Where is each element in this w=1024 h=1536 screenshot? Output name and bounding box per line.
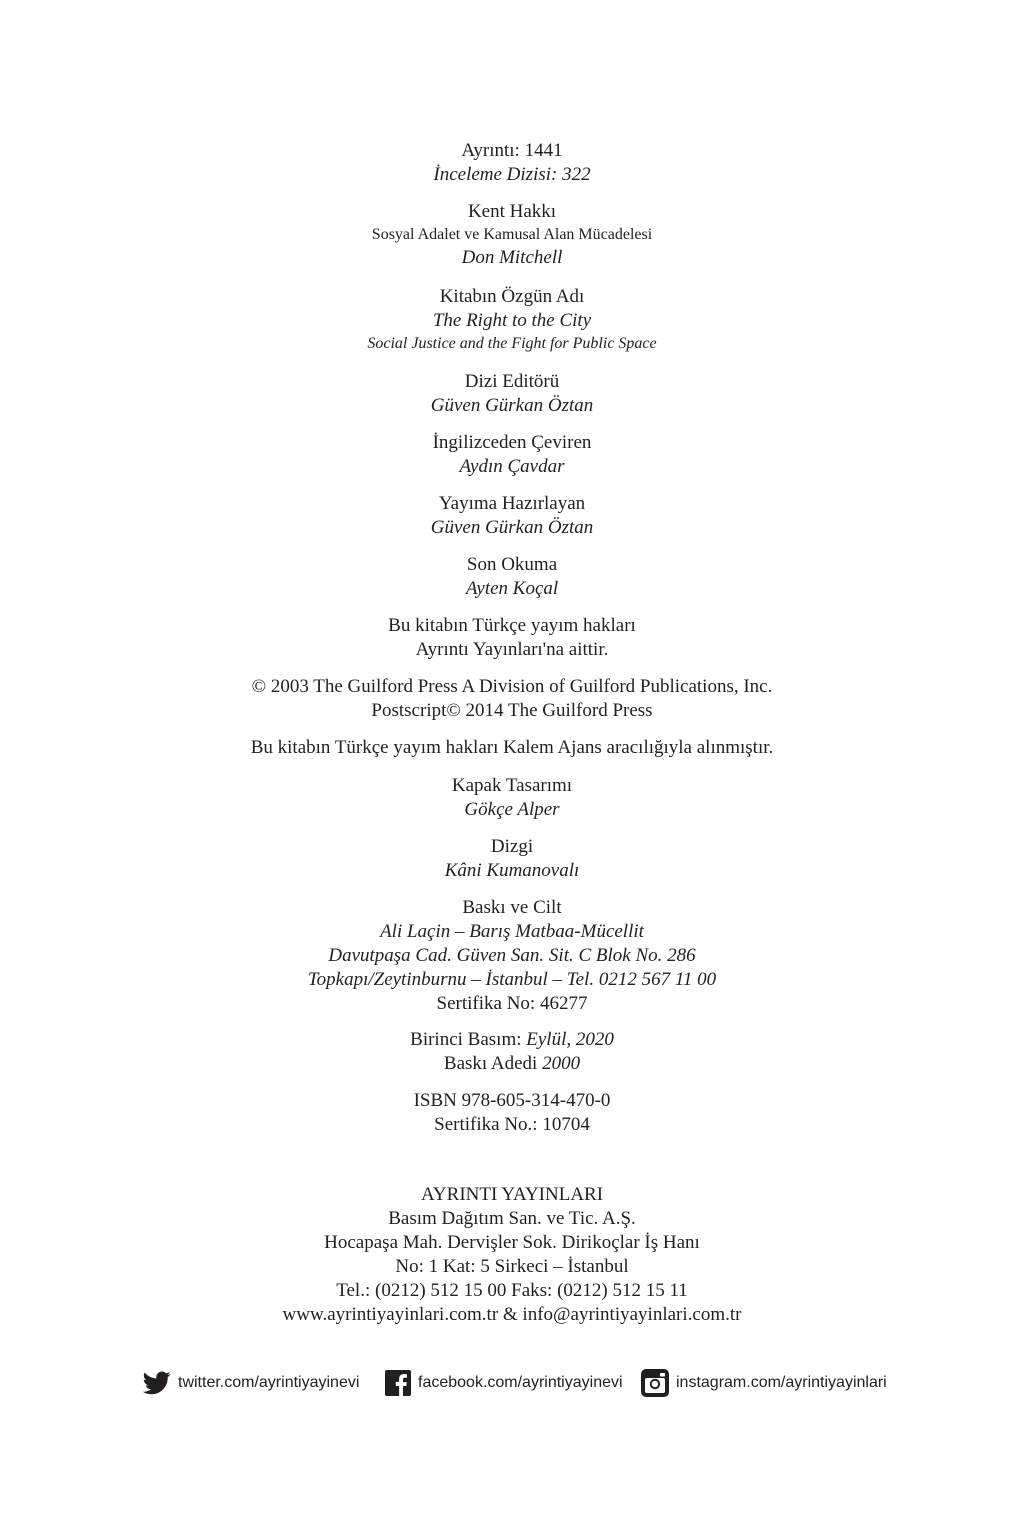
series-number: Ayrıntı: 1441	[461, 140, 563, 161]
publisher-line-2: Hocapaşa Mah. Dervişler Sok. Dirikoçlar İş Hanı	[324, 1232, 700, 1253]
instagram-handle: instagram.com/ayrintiyayinlari	[676, 1374, 887, 1391]
prepared-by-block	[0, 492, 1024, 540]
proofreading-name: Ayten Koçal	[465, 578, 559, 599]
book-author: Don Mitchell	[461, 247, 563, 268]
publisher-web: www.ayrintiyayinlari.com.tr & info@ayrintiyayinlari.com.tr	[282, 1304, 742, 1325]
rights-block	[0, 614, 1024, 662]
agency-block	[0, 736, 1024, 760]
printing-label: Baskı ve Cilt	[462, 897, 562, 918]
instagram-icon	[641, 1369, 669, 1397]
cover-design-label: Kapak Tasarımı	[451, 775, 573, 796]
series-block	[0, 139, 1024, 187]
translator-label: İngilizceden Çeviren	[432, 432, 592, 453]
print-run-count: 2000	[542, 1053, 581, 1074]
series-editor-name: Güven Gürkan Öztan	[430, 395, 594, 416]
print-run-label: Baskı Adedi	[443, 1053, 538, 1074]
rights-line-2: Ayrıntı Yayınları'na aittir.	[415, 639, 609, 660]
proofreading-label: Son Okuma	[466, 554, 558, 575]
facebook-link[interactable]	[385, 1366, 623, 1400]
printing-line-2: Davutpaşa Cad. Güven San. Sit. C Blok No. 286	[328, 945, 696, 966]
isbn-block	[0, 1089, 1024, 1137]
first-edition-label: Birinci Basım:	[410, 1029, 522, 1050]
publisher-block	[0, 1183, 1024, 1327]
publisher-phone: Tel.: (0212) 512 15 00 Faks: (0212) 512 15 11	[336, 1280, 688, 1301]
cover-design-block	[0, 774, 1024, 822]
printing-certificate: Sertifika No: 46277	[436, 993, 588, 1014]
prepared-by-name: Güven Gürkan Öztan	[430, 517, 594, 538]
publisher-line-1: Basım Dağıtım San. ve Tic. A.Ş.	[388, 1208, 636, 1229]
twitter-link[interactable]	[143, 1366, 359, 1400]
cover-design-name: Gökçe Alper	[464, 799, 560, 820]
translator-name: Aydın Çavdar	[459, 456, 565, 477]
printing-line-3: Topkapı/Zeytinburnu – İstanbul – Tel. 0212 567 11 00	[307, 969, 717, 990]
typesetting-name: Kâni Kumanovalı	[444, 860, 580, 881]
book-title: Kent Hakkı	[467, 201, 557, 222]
series-editor-block	[0, 370, 1024, 418]
printing-block	[0, 896, 1024, 1016]
book-subtitle: Sosyal Adalet ve Kamusal Alan Mücadelesi	[371, 226, 653, 243]
publisher-line-3: No: 1 Kat: 5 Sirkeci – İstanbul	[395, 1256, 629, 1277]
copyright-block	[0, 675, 1024, 723]
prepared-by-label: Yayıma Hazırlayan	[438, 493, 586, 514]
subseries-number: İnceleme Dizisi: 322	[433, 164, 591, 185]
edition-block	[0, 1028, 1024, 1076]
printing-line-1: Ali Laçin – Barış Matbaa-Mücellit	[380, 921, 644, 942]
first-edition-line	[0, 1028, 1024, 1052]
twitter-icon	[143, 1371, 171, 1395]
proofreading-block	[0, 553, 1024, 601]
original-title: The Right to the City	[432, 310, 592, 331]
book-block	[0, 200, 1024, 270]
original-subtitle: Social Justice and the Fight for Public Space	[367, 335, 657, 352]
original-title-block	[0, 285, 1024, 355]
first-edition-date: Eylül, 2020	[526, 1029, 614, 1050]
isbn-line: ISBN 978-605-314-470-0	[413, 1090, 611, 1111]
translator-block	[0, 431, 1024, 479]
facebook-handle: facebook.com/ayrintiyayinevi	[418, 1374, 623, 1391]
typesetting-block	[0, 835, 1024, 883]
instagram-link[interactable]	[641, 1366, 887, 1400]
copyright-line-2: Postscript© 2014 The Guilford Press	[371, 700, 653, 721]
rights-line-1: Bu kitabın Türkçe yayım hakları	[388, 615, 636, 636]
twitter-handle: twitter.com/ayrintiyayinevi	[178, 1374, 360, 1391]
series-editor-label: Dizi Editörü	[464, 371, 560, 392]
isbn-certificate: Sertifika No.: 10704	[434, 1114, 590, 1135]
facebook-icon	[385, 1370, 411, 1396]
typesetting-label: Dizgi	[490, 836, 534, 857]
copyright-line-1: © 2003 The Guilford Press A Division of Guilford Publications, Inc.	[251, 676, 773, 697]
agency-line: Bu kitabın Türkçe yayım hakları Kalem Ajans aracılığıyla alınmıştır.	[250, 737, 774, 758]
publisher-name: AYRINTI YAYINLARI	[420, 1184, 604, 1205]
original-title-label: Kitabın Özgün Adı	[439, 286, 585, 307]
print-run-line	[0, 1052, 1024, 1076]
